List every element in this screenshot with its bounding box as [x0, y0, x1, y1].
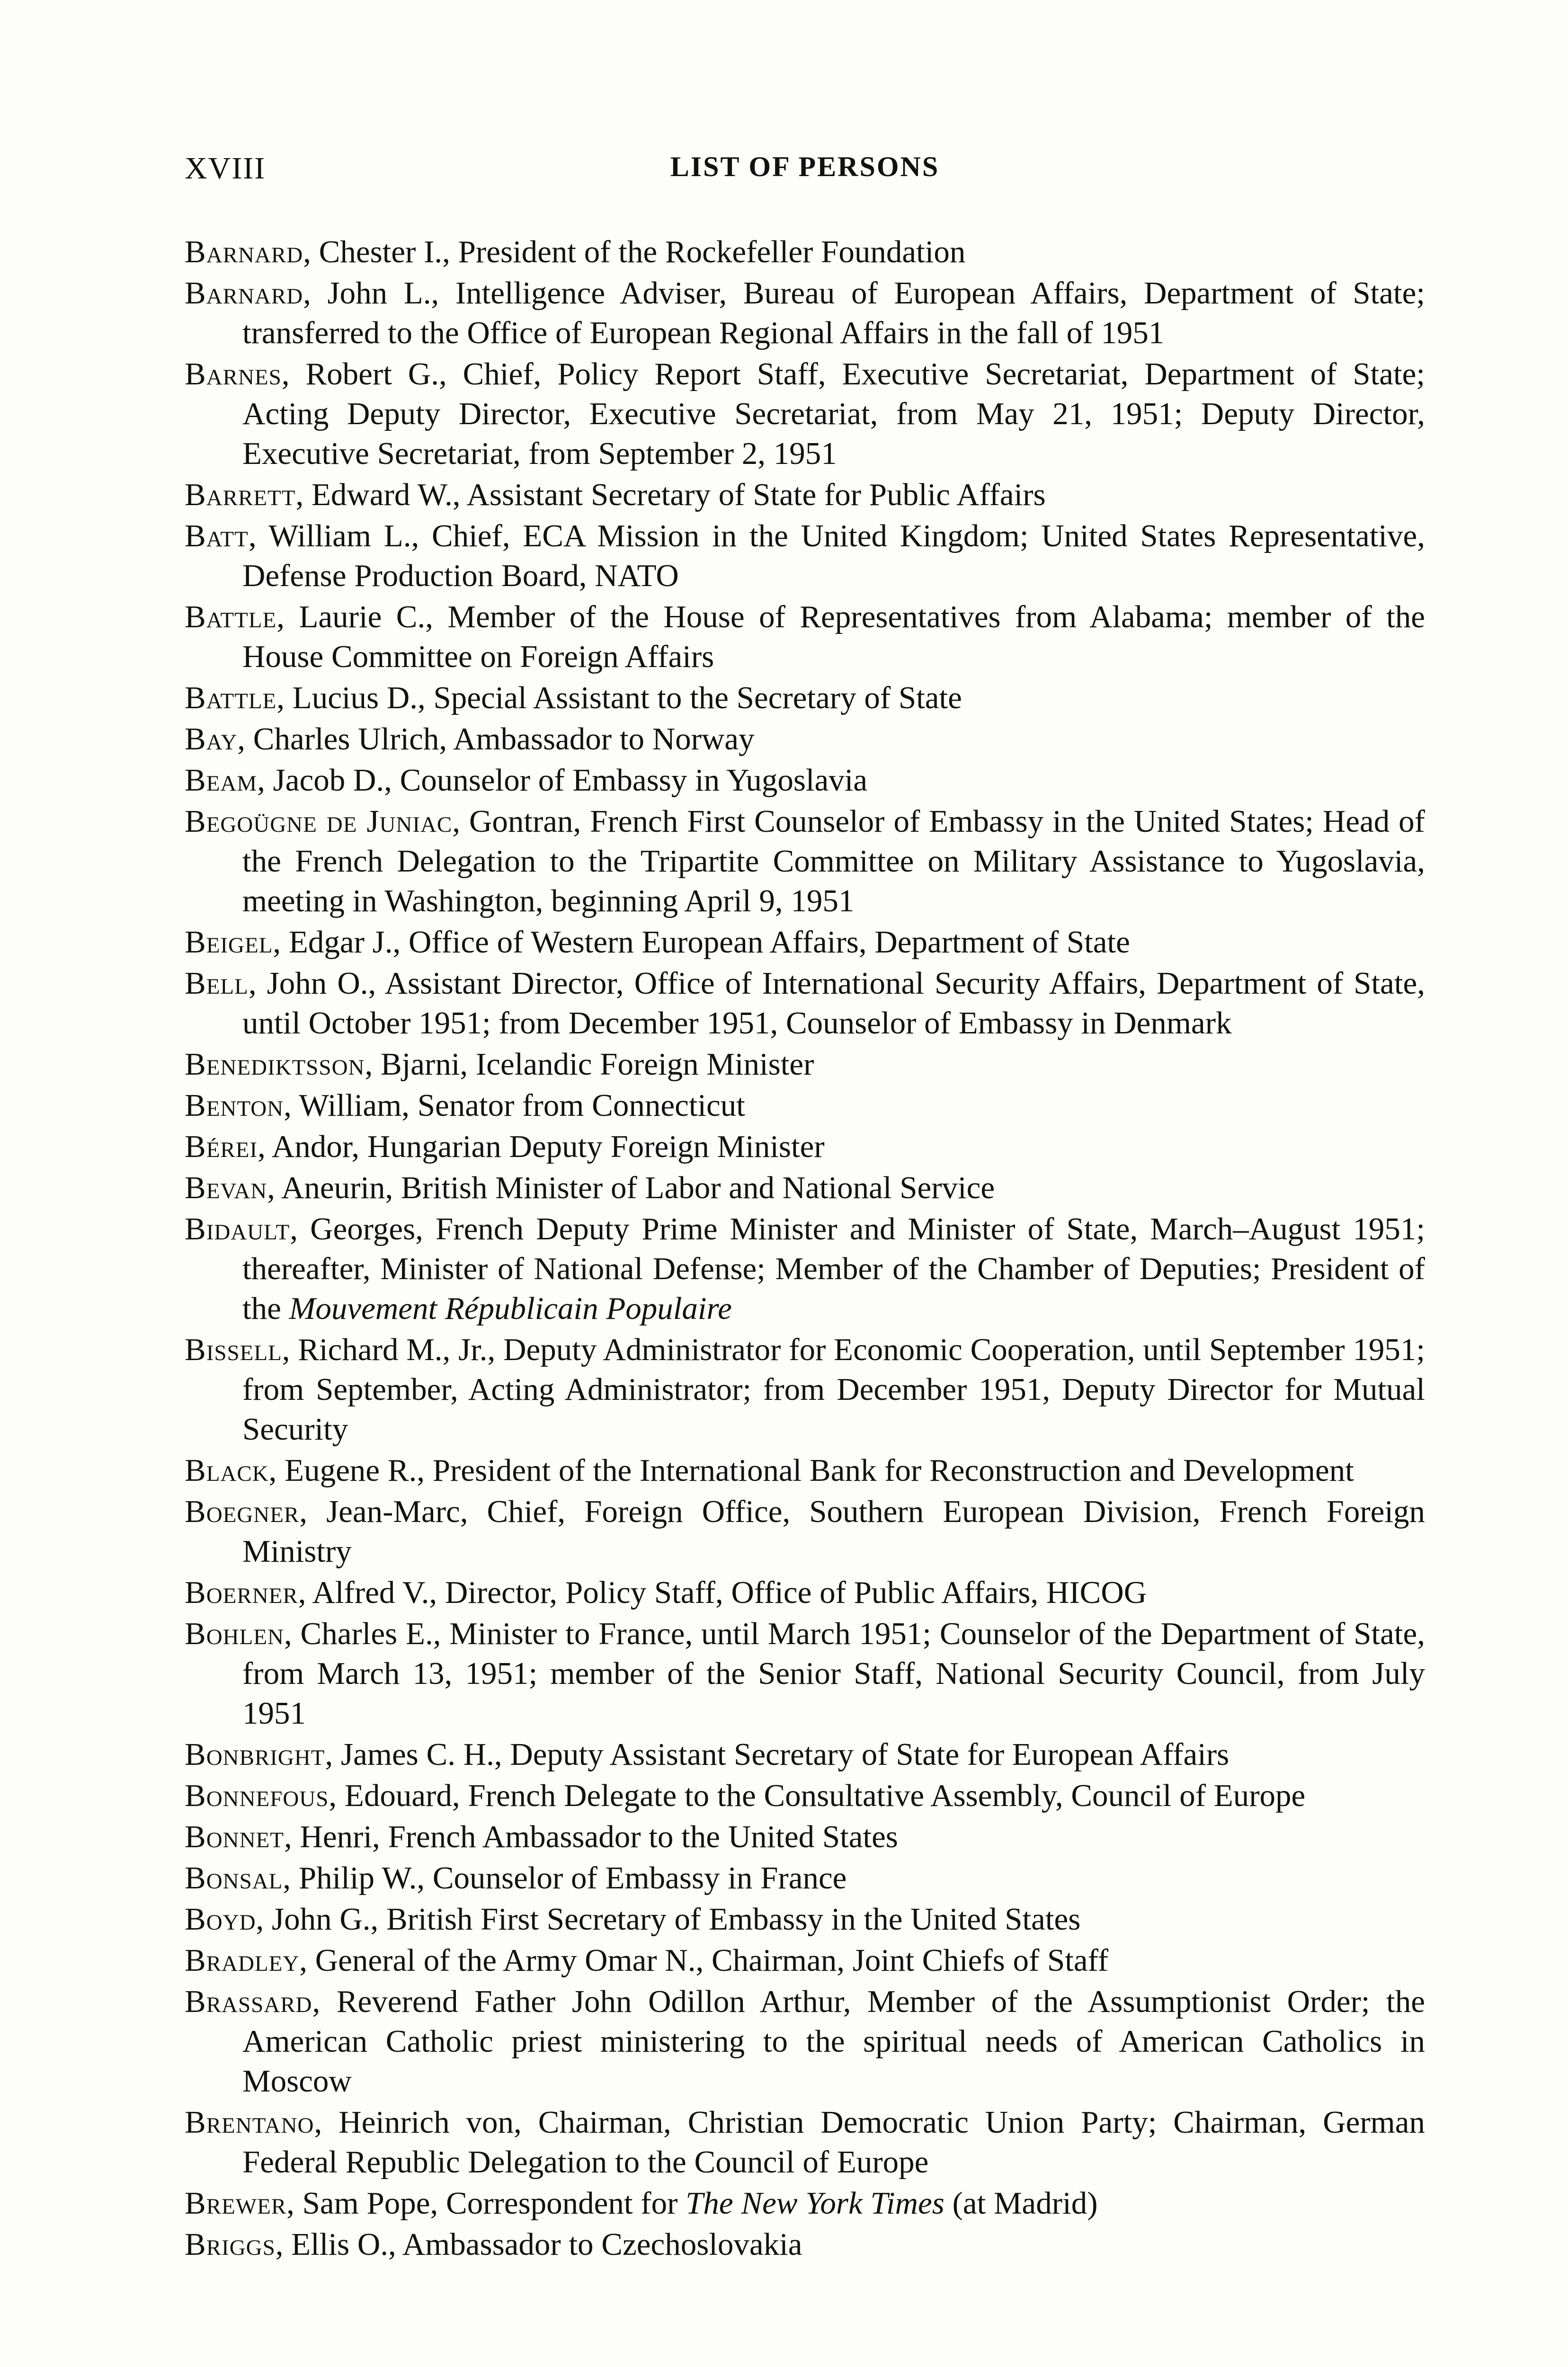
person-surname: Bissell [185, 1332, 282, 1367]
person-surname: Boerner [185, 1575, 298, 1610]
person-description: , William, Senator from Connecticut [284, 1088, 745, 1123]
person-entry [185, 1899, 1425, 1939]
person-description: , John L., Intelligence Adviser, Bureau of European Affairs, Department of State; transferred to the Office of European Regional Affairs in the fall of 1951 [242, 276, 1425, 350]
person-surname: Barrett [185, 477, 296, 512]
person-description: , Georges, French Deputy Prime Minister and Minister of State, March–August 1951; thereafter, Minister of National Defense; Member of the Chamber of Deputies; President of the [242, 1211, 1425, 1326]
persons-list [185, 232, 1425, 2266]
person-entry [185, 1044, 1425, 1084]
page-number: XVIII [185, 151, 266, 186]
person-surname: Boyd [185, 1902, 256, 1937]
person-entry [185, 2102, 1425, 2182]
person-entry [185, 1209, 1425, 1328]
person-entry [185, 678, 1425, 718]
person-surname: Batt [185, 518, 249, 553]
person-description: , Sam Pope, Correspondent for [286, 2186, 686, 2221]
person-surname: Bonnet [185, 1819, 284, 1854]
person-surname: Benediktsson [185, 1047, 365, 1082]
person-entry [185, 922, 1425, 962]
person-entry [185, 1450, 1425, 1490]
person-entry [185, 1940, 1425, 1980]
person-description: , John G., British First Secretary of Embassy in the United States [256, 1902, 1081, 1937]
person-description: , Richard M., Jr., Deputy Administrator for Economic Cooperation, until September 1951; from September, Acting Administrator; from December 1951, Deputy Director for Mutual Security [242, 1332, 1425, 1447]
person-description: , Alfred V., Director, Policy Staff, Office of Public Affairs, HICOG [298, 1575, 1147, 1610]
person-entry [185, 232, 1425, 272]
person-description-after: (at Madrid) [944, 2186, 1098, 2221]
person-description: , Chester I., President of the Rockefeller Foundation [303, 234, 966, 269]
person-description: , Jean-Marc, Chief, Foreign Office, Southern European Division, French Foreign Ministry [242, 1494, 1425, 1569]
person-entry [185, 2225, 1425, 2264]
person-entry [185, 1614, 1425, 1733]
person-surname: Bonnefous [185, 1778, 329, 1813]
person-description: , Ellis O., Ambassador to Czechoslovakia [275, 2227, 802, 2262]
person-description: , William L., Chief, ECA Mission in the United Kingdom; United States Representative, Defense Production Board, NATO [242, 518, 1425, 593]
person-description: , Henri, French Ambassador to the United States [284, 1819, 898, 1854]
person-description: , Edouard, French Delegate to the Consultative Assembly, Council of Europe [329, 1778, 1306, 1813]
person-description-italic: Mouvement Républicain Populaire [289, 1291, 732, 1326]
person-description: , Robert G., Chief, Policy Report Staff, Executive Secretariat, Department of State; Acting Deputy Director, Executive Secretariat, from May 21, 1951; Deputy Director, Executive Secretariat, from September 2, 1951 [242, 356, 1425, 471]
person-surname: Barnes [185, 356, 282, 392]
person-surname: Brewer [185, 2186, 287, 2221]
person-surname: Black [185, 1453, 269, 1488]
person-surname: Benton [185, 1088, 284, 1123]
person-description: , Charles Ulrich, Ambassador to Norway [237, 721, 755, 756]
person-description: , Eugene R., President of the International Bank for Reconstruction and Development [268, 1453, 1354, 1488]
person-surname: Bonsal [185, 1860, 283, 1895]
person-entry [185, 1982, 1425, 2101]
person-entry [185, 1086, 1425, 1125]
person-description: , Jacob D., Counselor of Embassy in Yugoslavia [257, 763, 868, 798]
person-entry [185, 760, 1425, 800]
person-description: , Edgar J., Office of Western European Affairs, Department of State [273, 925, 1130, 960]
person-entry [185, 963, 1425, 1043]
person-entry [185, 597, 1425, 676]
person-surname: Bay [185, 721, 238, 756]
person-surname: Bonbright [185, 1737, 325, 1772]
person-entry [185, 801, 1425, 921]
person-entry [185, 1776, 1425, 1815]
person-surname: Beam [185, 763, 258, 798]
person-surname: Bevan [185, 1170, 267, 1205]
person-description: , Gontran, French First Counselor of Embassy in the United States; Head of the French Delegation to the Tripartite Committee on Military Assistance to Yugoslavia, meeting in Washington, beginning April 9, 1951 [242, 804, 1425, 918]
page-header [185, 151, 1425, 193]
person-description: , Bjarni, Icelandic Foreign Minister [365, 1047, 814, 1082]
person-description-italic: The New York Times [686, 2186, 944, 2221]
person-surname: Bidault [185, 1211, 290, 1246]
person-entry [185, 1330, 1425, 1449]
person-entry [185, 2183, 1425, 2223]
person-entry [185, 1573, 1425, 1612]
person-entry [185, 1735, 1425, 1774]
person-entry [185, 273, 1425, 353]
person-description: , Andor, Hungarian Deputy Foreign Minister [258, 1129, 825, 1164]
person-surname: Bérei [185, 1129, 258, 1164]
person-surname: Bohlen [185, 1616, 284, 1651]
person-entry [185, 1492, 1425, 1571]
person-description: , Charles E., Minister to France, until March 1951; Counselor of the Department of State, from March 13, 1951; member of the Senior Staff, National Security Council, from July 1951 [242, 1616, 1425, 1731]
person-surname: Beigel [185, 925, 273, 960]
person-surname: Boegner [185, 1494, 300, 1529]
person-entry [185, 719, 1425, 759]
person-surname: Battle [185, 599, 277, 634]
person-surname: Barnard [185, 234, 303, 269]
person-entry [185, 354, 1425, 473]
person-surname: Bell [185, 966, 249, 1001]
person-entry [185, 475, 1425, 515]
person-description: , General of the Army Omar N., Chairman, Joint Chiefs of Staff [299, 1943, 1109, 1978]
person-description: , Heinrich von, Chairman, Christian Democratic Union Party; Chairman, German Federal Republic Delegation to the Council of Europe [242, 2105, 1425, 2180]
person-surname: Barnard [185, 276, 303, 311]
person-entry [185, 1817, 1425, 1857]
running-title: LIST OF PERSONS [670, 151, 940, 182]
person-surname: Brassard [185, 1984, 312, 2019]
person-surname: Begoügne de Juniac [185, 804, 453, 839]
person-description: , Lucius D., Special Assistant to the Secretary of State [276, 680, 962, 715]
person-entry [185, 1127, 1425, 1166]
person-description: , James C. H., Deputy Assistant Secretary of State for European Affairs [325, 1737, 1229, 1772]
person-description: , Reverend Father John Odillon Arthur, Member of the Assumptionist Order; the American Catholic priest ministering to the spiritual needs of American Catholics in Moscow [242, 1984, 1425, 2099]
person-surname: Battle [185, 680, 277, 715]
person-description: , Aneurin, British Minister of Labor and National Service [267, 1170, 995, 1205]
person-surname: Bradley [185, 1943, 300, 1978]
person-description: , John O., Assistant Director, Office of International Security Affairs, Department of State, until October 1951; from December 1951, Counselor of Embassy in Denmark [242, 966, 1425, 1041]
person-surname: Brentano [185, 2105, 314, 2140]
person-entry [185, 516, 1425, 596]
person-entry [185, 1168, 1425, 1208]
person-entry [185, 1858, 1425, 1898]
person-description: , Laurie C., Member of the House of Representatives from Alabama; member of the House Committee on Foreign Affairs [242, 599, 1425, 674]
person-surname: Briggs [185, 2227, 276, 2262]
person-description: , Edward W., Assistant Secretary of State for Public Affairs [295, 477, 1046, 512]
person-description: , Philip W., Counselor of Embassy in France [283, 1860, 847, 1895]
